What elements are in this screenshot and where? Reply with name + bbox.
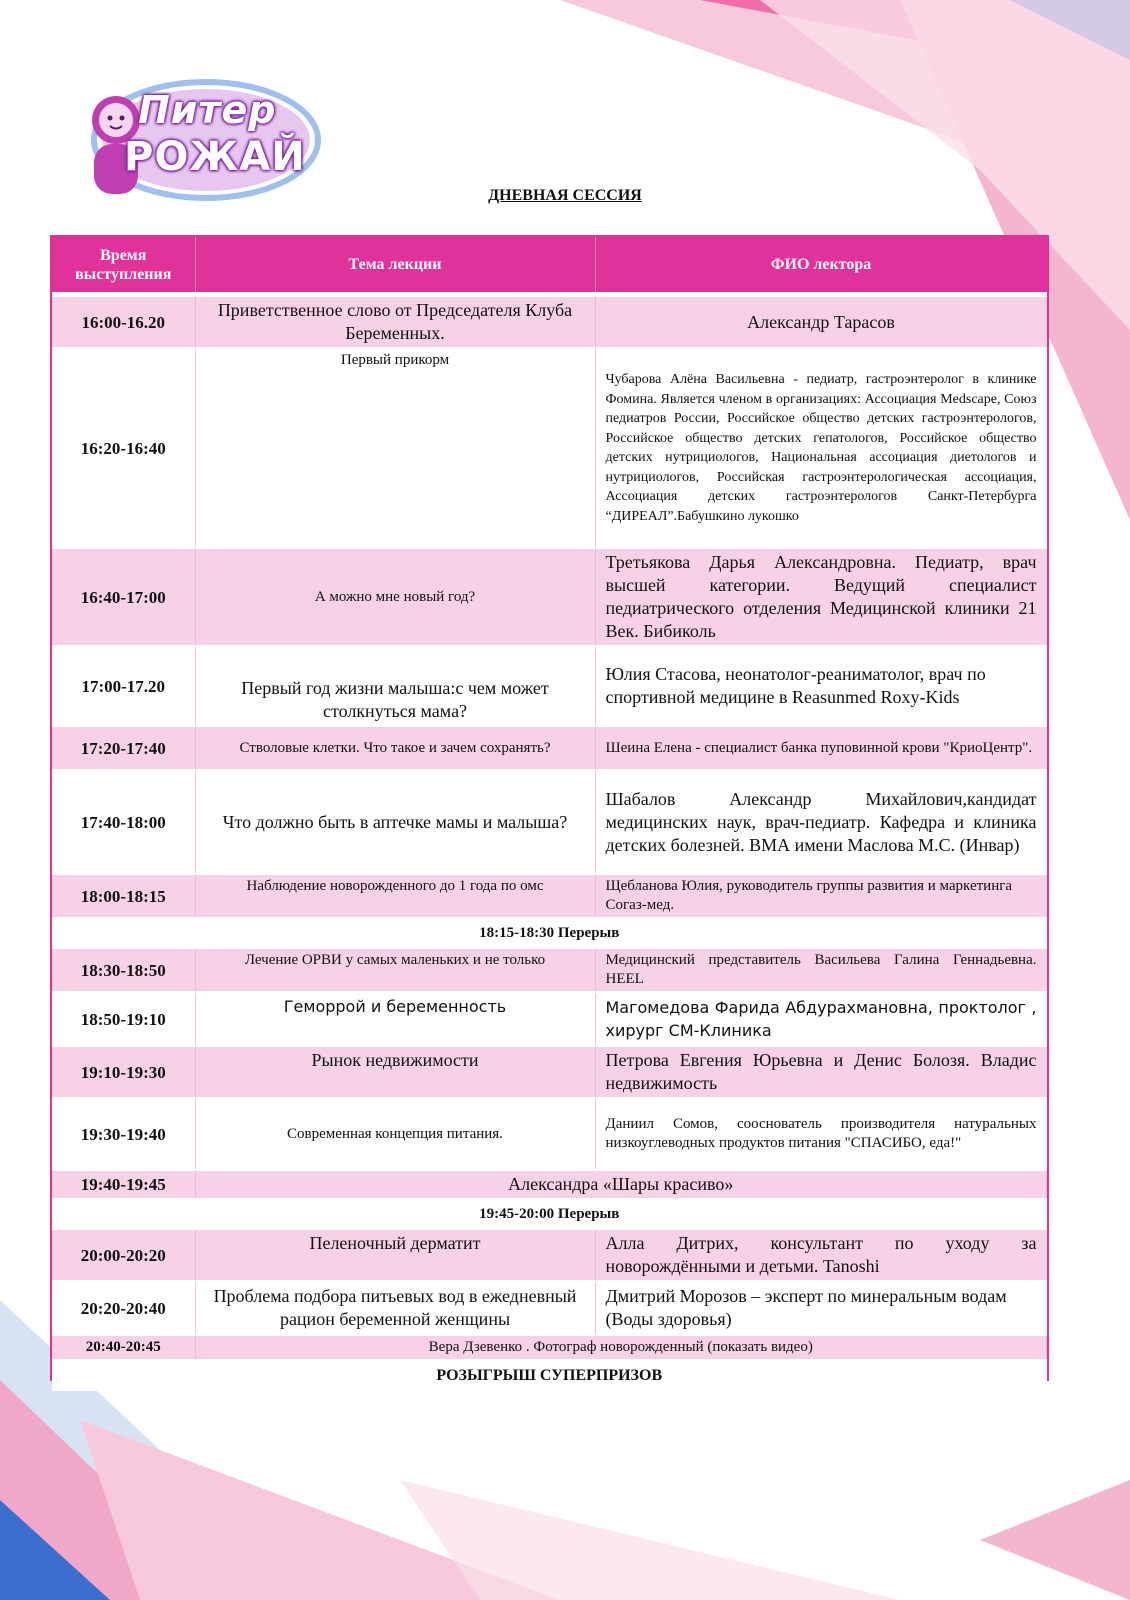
table-row [52,1281,1047,1335]
row-time: 20:00-20:20 [52,1229,195,1281]
table-row [52,992,1047,1046]
header-time: Время выступления [52,237,195,292]
table-header-row [52,237,1047,292]
logo-text-top: Питер [138,88,277,132]
table-row [52,948,1047,992]
break-row [52,1199,1047,1229]
row-time: 19:30-19:40 [52,1098,195,1170]
row-merged-speaker: Александра «Шары красиво» [195,1170,1047,1199]
table-row [52,1229,1047,1281]
row-speaker: Шеина Елена - специалист банка пуповинной крови "КриоЦентр". [595,726,1047,770]
header-speaker: ФИО лектора [595,237,1047,292]
row-topic: Рынок недвижимости [195,1046,595,1098]
row-time: 20:40-20:45 [52,1335,195,1360]
row-time: 19:10-19:30 [52,1046,195,1098]
row-topic: Проблема подбора питьевых вод в ежедневный рацион беременной женщины [195,1281,595,1335]
row-merged-speaker: Вера Дзевенко . Фотограф новорожденный (показать видео) [195,1335,1047,1360]
table-row [52,726,1047,770]
row-topic: Первый год жизни малыша:с чем может столкнуться мама? [195,646,595,726]
row-time: 16:20-16:40 [52,348,195,548]
table-row [52,348,1047,548]
row-time: 17:40-18:00 [52,770,195,874]
row-speaker: Щебланова Юлия, руководитель группы развития и маркетинга Согаз-мед. [595,874,1047,918]
table-row [52,770,1047,874]
table-row [52,646,1047,726]
table-row [52,297,1047,349]
row-time: 16:00-16.20 [52,297,195,349]
row-time: 19:40-19:45 [52,1170,195,1199]
row-time: 18:00-18:15 [52,874,195,918]
row-speaker: Дмитрий Морозов – эксперт по минеральным водам (Воды здоровья) [595,1281,1047,1335]
table-row [52,548,1047,646]
row-speaker: Чубарова Алёна Васильевна - педиатр, гастроэнтеролог в клинике Фомина. Является членом в организациях: Ассоциация Medscape, Союз педиатров России, Российское общество детских гастроэнтерологов, Российское общество детских гепатологов, Российское общество детских нутрициологов, Национальная ассоциация диетологов и нутрициологов, Российская гастроэнтерологическая ассоциация, Ассоциация детских гастроэнтерологов Санкт-Петербурга “ДИРЕАЛ”.Бабушкино лукошко [595,348,1047,548]
break-label: 18:15-18:30 Перерыв [52,918,1047,948]
row-time: 18:50-19:10 [52,992,195,1046]
break-row [52,1360,1047,1390]
table-row [52,1098,1047,1170]
row-topic: Первый прикорм [195,348,595,548]
row-speaker: Александр Тарасов [595,297,1047,349]
row-topic: Пеленочный дерматит [195,1229,595,1281]
row-speaker: Третьякова Дарья Александровна. Педиатр, врач высшей категории. Ведущий специалист педиатрического отделения Медицинской клиники 21 Век. Бибиколь [595,548,1047,646]
row-time: 18:30-18:50 [52,948,195,992]
row-time: 17:20-17:40 [52,726,195,770]
prize-draw-label: РОЗЫГРЫШ СУПЕРПРИЗОВ [52,1360,1047,1390]
row-time: 16:40-17:00 [52,548,195,646]
row-topic: Современная концепция питания. [195,1098,595,1170]
table-row [52,1170,1047,1199]
row-topic: А можно мне новый год? [195,548,595,646]
row-speaker: Шабалов Александр Михайлович,кандидат медицинских наук, врач-педиатр. Кафедра и клиника детских болезней. ВМА имени Маслова М.С. (Инвар) [595,770,1047,874]
row-time: 17:00-17.20 [52,646,195,726]
break-row [52,918,1047,948]
row-topic: Стволовые клетки. Что такое и зачем сохранять? [195,726,595,770]
row-speaker: Петрова Евгения Юрьевна и Денис Болозя. Владис недвижимость [595,1046,1047,1098]
row-topic: Приветственное слово от Председателя Клуба Беременных. [195,297,595,349]
row-topic: Что должно быть в аптечке мамы и малыша? [195,770,595,874]
break-label: 19:45-20:00 Перерыв [52,1199,1047,1229]
table-row [52,1335,1047,1360]
row-topic: Лечение ОРВИ у самых маленьких и не только [195,948,595,992]
row-speaker: Алла Дитрих, консультант по уходу за новорождёнными и детьми. Tanoshi [595,1229,1047,1281]
header-topic: Тема лекции [195,237,595,292]
table-row [52,874,1047,918]
row-topic: Геморрой и беременность [195,992,595,1046]
session-title: ДНЕВНАЯ СЕССИЯ [488,187,642,204]
row-time: 20:20-20:40 [52,1281,195,1335]
row-speaker: Юлия Стасова, неонатолог-реаниматолог, врач по спортивной медицине в Reasunmed Roxy-Kids [595,646,1047,726]
logo-text-bottom: РОЖАЙ [124,134,306,180]
row-topic: Наблюдение новорожденного до 1 года по омс [195,874,595,918]
schedule-table [50,235,1049,1384]
table-row [52,1046,1047,1098]
row-speaker: Даниил Сомов, сооснователь производителя натуральных низкоуглеводных продуктов питания "СПАСИБО, еда!" [595,1098,1047,1170]
row-speaker: Медицинский представитель Васильева Галина Геннадьевна. HEEL [595,948,1047,992]
row-speaker: Магомедова Фарида Абдурахмановна, проктолог , хирург СМ-Клиника [595,992,1047,1046]
